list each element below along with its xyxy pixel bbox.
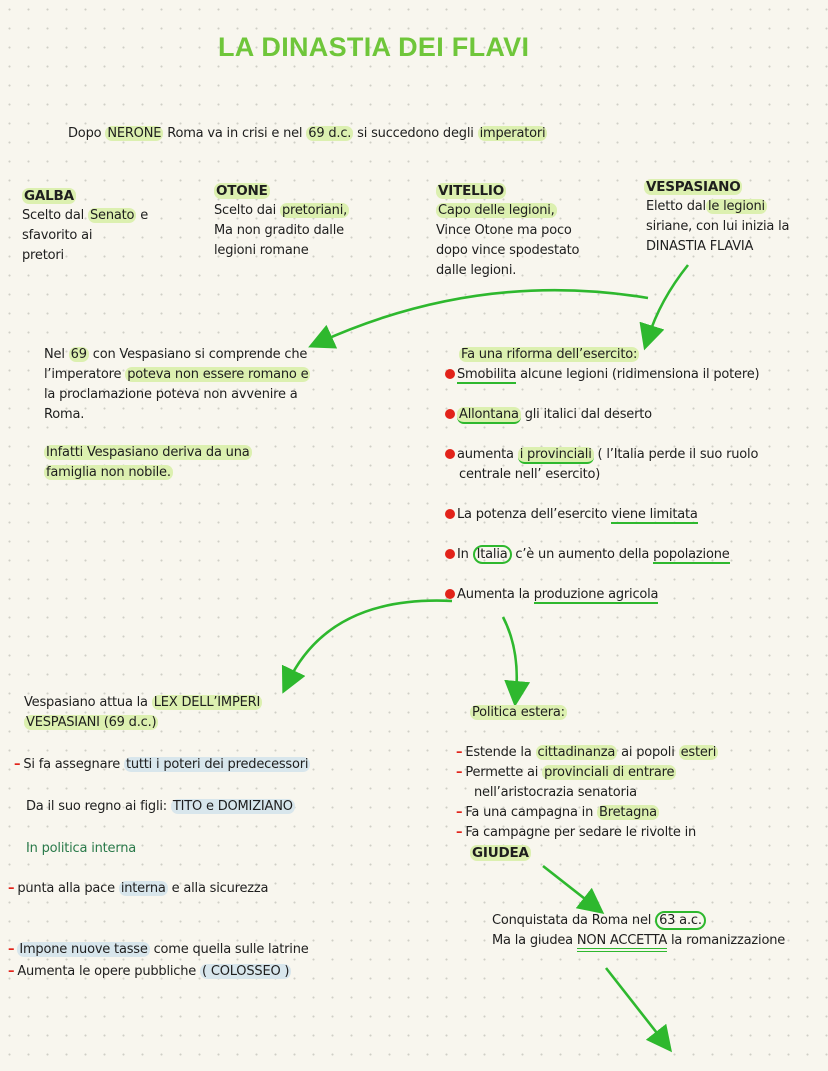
- bullet-icon: [445, 549, 455, 559]
- vespasiano-origin: Nel 69 con Vespasiano si comprende che l’imperatore poteva non essere romano e la proclamazione poteva non avvenire a Roma. Infatti Vespasiano deriva da una famiglia non nobile.: [44, 347, 309, 480]
- list-item: Smobilita alcune legioni (ridimensiona il potere): [445, 365, 759, 385]
- list-item: – Estende la cittadinanza ai popoli esteri: [456, 745, 717, 760]
- intro-text: Dopo NERONE Roma va in crisi e nel 69 d.c. si succedono degli imperatori: [68, 126, 546, 141]
- bullet-icon: [445, 409, 455, 419]
- lex-item-tasse: – Impone nuove tasse come quella sulle latrine: [8, 942, 309, 957]
- arrow-riforma-to-estera: [503, 617, 517, 694]
- lex-item-pace: – punta alla pace interna e alla sicurezza: [8, 881, 269, 896]
- lex-imperii-block: Vespasiano attua la LEX DELL’IMPERI VESPASIANI (69 d.c.): [24, 695, 261, 730]
- arrow-conquista-down: [606, 968, 664, 1042]
- arrow-giudea-to-conquista: [543, 866, 594, 906]
- arrow-riforma-to-lex: [288, 601, 452, 682]
- list-item: – Fa una campagna in Bretagna: [456, 805, 657, 820]
- list-item: La potenza dell’esercito viene limitata: [445, 505, 759, 525]
- list-item: Aumenta la produzione agricola: [445, 585, 759, 605]
- arrow-vitellio-to-left: [320, 290, 648, 342]
- page-title: LA DINASTIA DEI FLAVI: [218, 32, 530, 62]
- lex-figli: Da il suo regno ai figli: TITO e DOMIZIANO: [26, 799, 293, 814]
- politica-interna-heading: In politica interna: [26, 841, 137, 856]
- bullet-icon: [445, 589, 455, 599]
- lex-item-poteri: – Si fa assegnare tutti i poteri dei predecessori: [14, 757, 309, 772]
- list-item: In Italia c’è un aumento della popolazione: [445, 545, 759, 565]
- bullet-icon: [445, 369, 455, 379]
- riforma-heading: Fa una riforma dell’esercito:: [461, 347, 638, 362]
- politica-estera-list: – Estende la cittadinanza ai popoli esteri – Permette ai provinciali di entrare nell’aristocrazia senatoria – Fa una campagna in Bretagna – Fa campagne per sedare le rivolte in GIUDEA: [456, 745, 717, 861]
- politica-estera-heading: Politica estera:: [472, 705, 565, 720]
- otone-block: OTONE Scelto dai pretoriani, Ma non gradito dalle legioni romane: [214, 183, 348, 258]
- vespasiano-block: VESPASIANO Eletto dal le legioni siriane, con lui inizia la DINASTIA FLAVIA: [646, 179, 790, 254]
- bullet-icon: [445, 449, 455, 459]
- arrow-vespasiano-to-riforma: [648, 265, 688, 338]
- giudea-block: Conquistata da Roma nel 63 a.c. Ma la giudea NON ACCETTA la romanizzazione: [492, 911, 785, 951]
- galba-block: GALBA Scelto dal Senato e sfavorito ai pretori: [22, 188, 149, 263]
- list-item: aumenta i provinciali ( l’Italia perde il suo ruolo: [445, 445, 759, 465]
- list-item: Allontana gli italici dal deserto: [445, 405, 759, 425]
- vitellio-block: VITELLIO Capo delle legioni, Vince Otone ma poco dopo vince spodestato dalle legioni.: [436, 183, 580, 278]
- list-item: – Fa campagne per sedare le rivolte in: [456, 825, 697, 840]
- list-item: – Permette ai provinciali di entrare: [456, 765, 675, 780]
- riforma-esercito: Fa una riforma dell’esercito: Smobilita alcune legioni (ridimensiona il potere) Allontana gli italici dal deserto aumenta i provinciali ( l’Italia perde il suo ruolo centrale nell’ esercito) La potenza dell’esercito viene limitata In Italia c’è un aumento della popolazione Aumenta la produzione agricola: [445, 345, 759, 605]
- bullet-icon: [445, 509, 455, 519]
- lex-item-opere: – Aumenta le opere pubbliche ( COLOSSEO ): [8, 964, 290, 979]
